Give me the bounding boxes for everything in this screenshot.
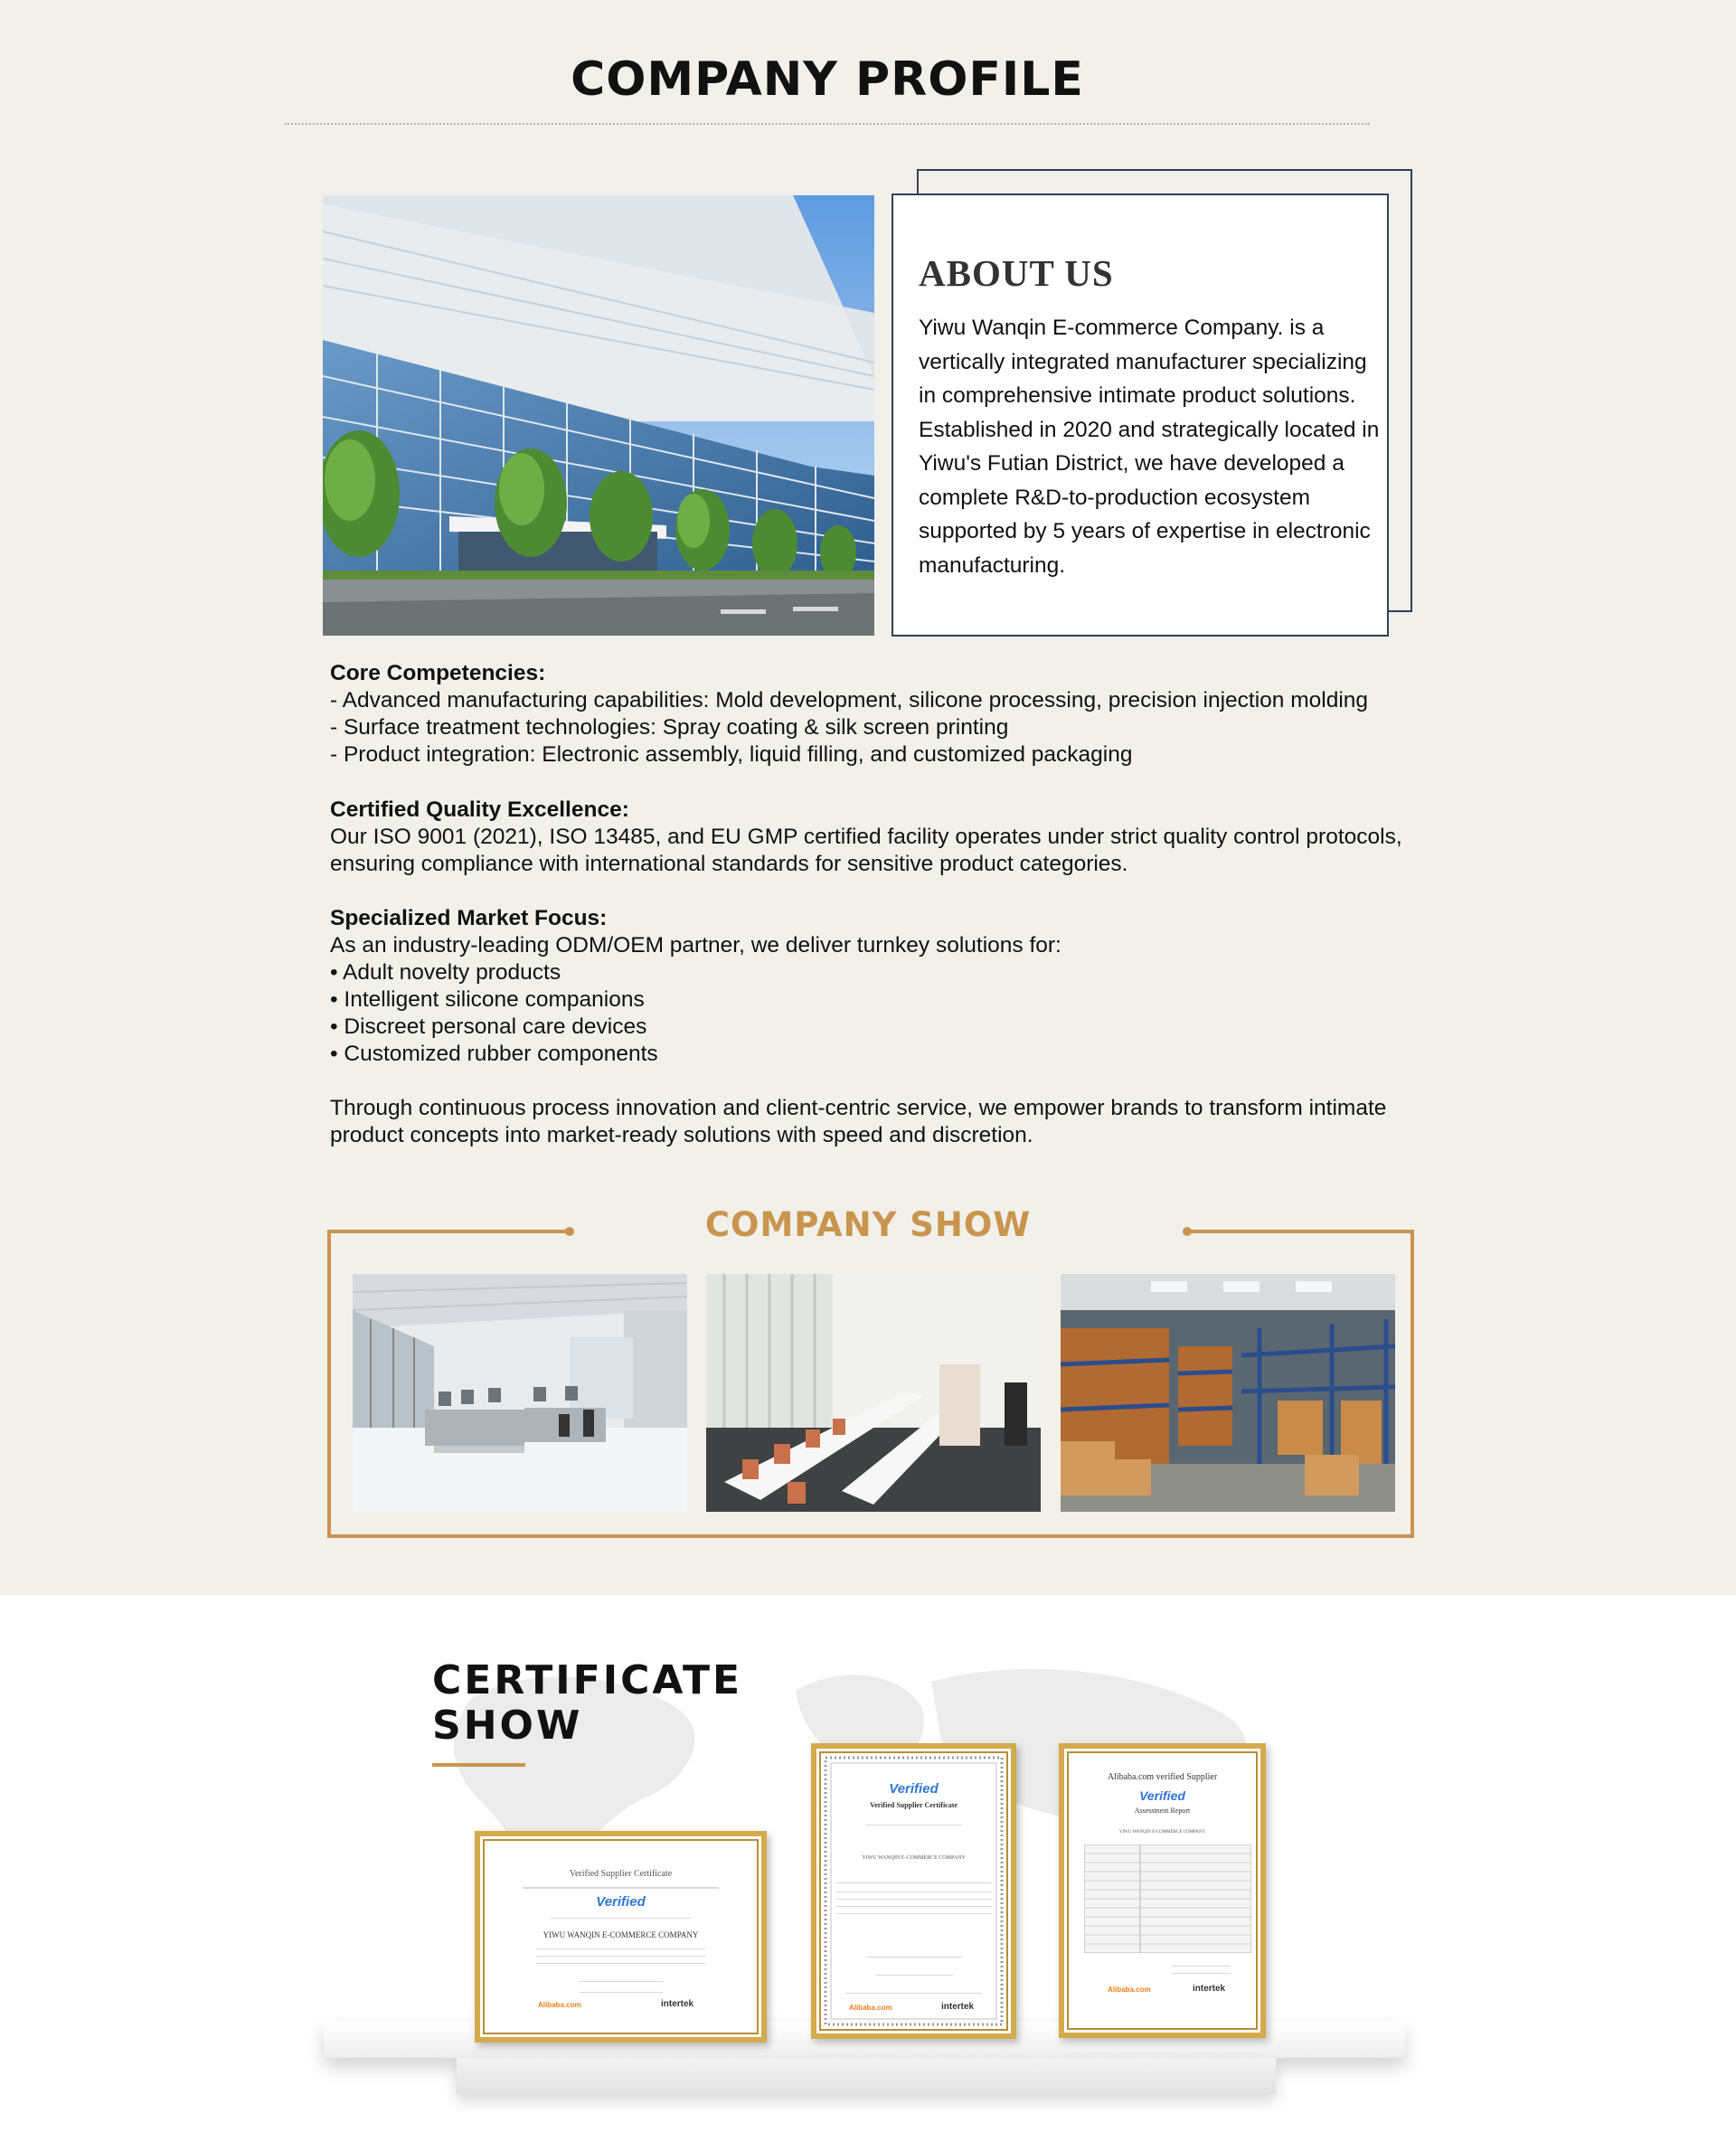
- cert-divider: [1172, 1973, 1231, 1974]
- certificate-1: [475, 1831, 767, 2043]
- core-item: - Advanced manufacturing capabilities: Mold development, silicone processing, precision injection molding: [330, 688, 1369, 712]
- about-text: Yiwu Wanqin E-commerce Company. is a vertically integrated manufacturer specializing in comprehensive intimate product solutions. Established in 2020 and strategically located in Yiwu's Futian District, we have developed a complete R&D-to-production ecosystem supported by 5 years of expertise in electronic manufacturing.: [919, 316, 1380, 578]
- alibaba-logo: Alibaba.com: [1108, 1986, 1151, 1994]
- cert-divider: [836, 1913, 992, 1914]
- warehouse-photo: [1061, 1274, 1395, 1512]
- quality-text: Our ISO 9001 (2021), ISO 13485, and EU GMP certified facility operates under strict quality control protocols, ensuring compliance with international standards for sensitive product categories.: [330, 825, 1402, 876]
- intertek-logo: intertek: [661, 1999, 694, 2009]
- intertek-logo: intertek: [1193, 1984, 1226, 1994]
- office-photo: [353, 1274, 687, 1512]
- core-item: - Product integration: Electronic assembly, liquid filling, and customized packaging: [330, 742, 1133, 767]
- cert-divider: [836, 1906, 992, 1907]
- cert2-heading: Verified Supplier Certificate: [870, 1801, 958, 1809]
- intertek-logo: intertek: [941, 2002, 975, 2012]
- cert-divider: [836, 1899, 992, 1900]
- cert-divider: [579, 1992, 663, 1993]
- certificate-show-title: [432, 1658, 742, 1749]
- quality-heading: Certified Quality Excellence:: [330, 797, 629, 822]
- cert2-company: YIWU WANQIN E-COMMERCE COMPANY: [862, 1855, 966, 1861]
- market-item: • Adult novelty products: [330, 960, 561, 985]
- alibaba-logo: Alibaba.com: [849, 2004, 892, 2012]
- market-item: • Discreet personal care devices: [330, 1014, 647, 1039]
- cert-divider: [865, 1825, 963, 1826]
- about-card: [892, 193, 1389, 637]
- market-item: • Intelligent silicone companions: [330, 987, 645, 1012]
- company-show-title: COMPANY SHOW: [704, 1205, 1032, 1244]
- core-competencies: [330, 660, 1424, 769]
- core-item: - Surface treatment technologies: Spray coating & silk screen printing: [330, 715, 1009, 740]
- cert1-heading: Verified Supplier Certificate: [569, 1869, 673, 1879]
- market-heading: Specialized Market Focus:: [330, 906, 608, 930]
- market-item: • Customized rubber components: [330, 1042, 658, 1066]
- factory-building-photo: [323, 195, 874, 636]
- cert-divider: [536, 1963, 705, 1964]
- cert3-company: YIWU WANQIN E-COMMERCE COMPANY: [1118, 1830, 1206, 1835]
- cert-divider: [865, 1957, 963, 1958]
- meeting-room-photo: [706, 1274, 1041, 1512]
- cert-divider: [551, 1918, 692, 1919]
- certificate-title-underline: [432, 1763, 525, 1767]
- verified-badge: Verified: [889, 1781, 939, 1797]
- cert1-company: YIWU WANQIN E-COMMERCE COMPANY: [542, 1930, 699, 1939]
- cert-divider: [523, 1887, 720, 1889]
- market-intro: As an industry-leading ODM/OEM partner, we deliver turnkey solutions for:: [330, 933, 1061, 958]
- closing-paragraph: Through continuous process innovation and client-centric service, we empower brands to transform intimate product concepts into market-ready solutions with speed and discretion.: [330, 1096, 1387, 1147]
- certificate-2: [811, 1743, 1016, 2039]
- cert-divider: [845, 1993, 982, 1994]
- cert-divider: [536, 1948, 705, 1949]
- certificate-title-line1: CERTIFICATE: [432, 1657, 743, 1703]
- certificate-title-line2: SHOW: [432, 1703, 583, 1749]
- cert-divider: [579, 1981, 663, 1982]
- cert3-top: Alibaba.com verified Supplier: [1107, 1772, 1218, 1782]
- cert3-heading: Assessment Report: [1134, 1807, 1191, 1815]
- page-title: COMPANY PROFILE: [571, 52, 1084, 107]
- alibaba-logo: Alibaba.com: [538, 2001, 581, 2009]
- core-heading: Core Competencies:: [330, 661, 546, 685]
- display-shelf-front: [457, 2058, 1276, 2094]
- cert-divider: [836, 1882, 992, 1883]
- quality-section: [330, 797, 1424, 878]
- verified-badge: Verified: [596, 1894, 646, 1910]
- cert-divider: [1172, 1966, 1231, 1967]
- market-section: [330, 905, 1424, 1068]
- certificate-3: [1059, 1743, 1266, 2038]
- verified-badge: Verified: [1139, 1788, 1185, 1803]
- about-title: ABOUT US: [919, 252, 1114, 294]
- cert-divider: [875, 1975, 953, 1976]
- cert-divider: [536, 1956, 705, 1957]
- title-divider: [285, 123, 1370, 125]
